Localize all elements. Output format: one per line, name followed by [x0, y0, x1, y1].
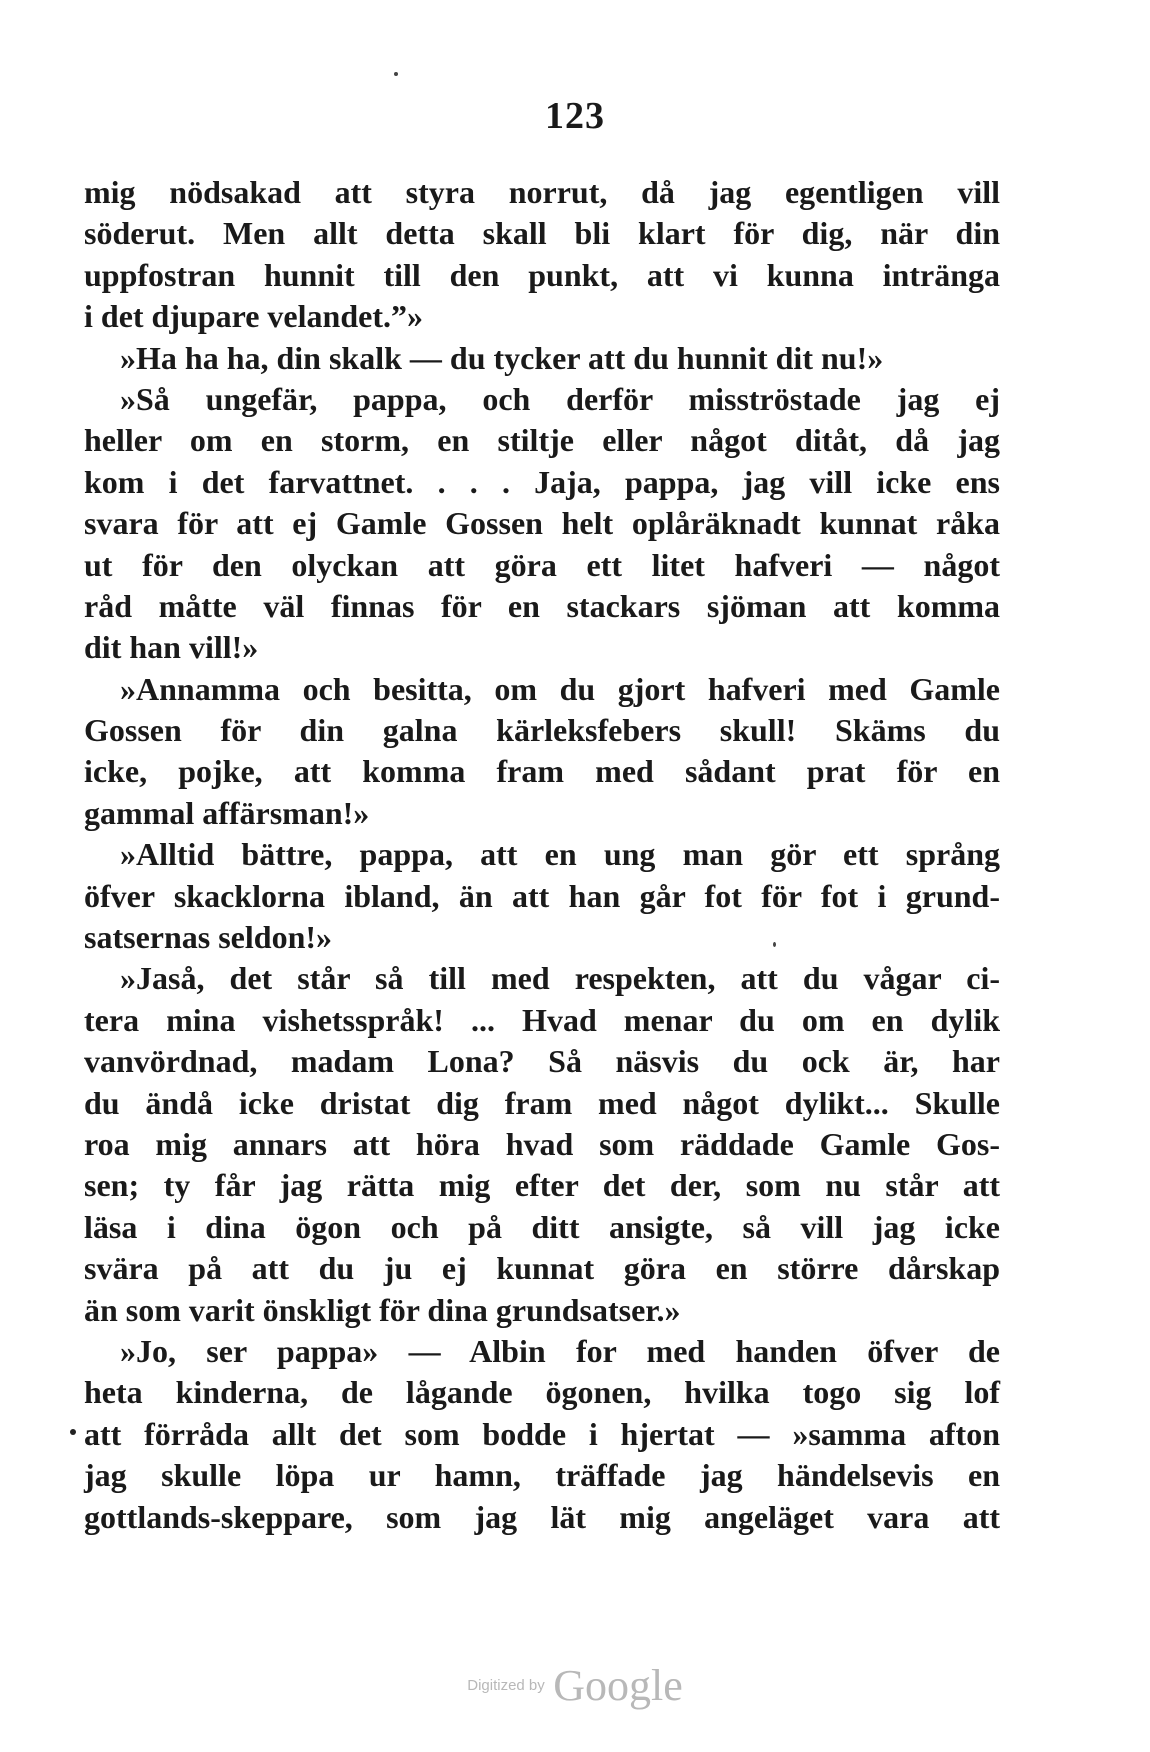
text-line: i det djupare velandet.”»: [84, 298, 423, 335]
text-line: ut för den olyckan att göra ett litet hafveri — något: [84, 546, 1000, 583]
text-line: svära på att du ju ej kunnat göra en större dårskap: [84, 1250, 1000, 1287]
text-line: än som varit önskligt för dina grundsatser.»: [84, 1291, 681, 1328]
text-line: dit han vill!»: [84, 629, 259, 666]
text-line: läsa i dina ögon och på ditt ansigte, så vill jag icke: [84, 1208, 1000, 1245]
text-line: mig nödsakad att styra norrut, då jag egentligen vill: [84, 174, 1000, 210]
page-number: 123: [545, 95, 605, 137]
body-text: [84, 172, 1000, 1538]
text-line: icke, pojke, att komma fram med sådant prat för en: [84, 753, 1000, 790]
print-speck: [773, 942, 776, 947]
text-line: svara för att ej Gamle Gossen helt oplåräknadt kunnat råka: [84, 505, 1000, 542]
text-line: »Jaså, det står så till med respekten, att du vågar ci-: [120, 960, 1000, 997]
digitized-watermark: [0, 1660, 1150, 1711]
text-line: »Så ungefär, pappa, och derför misströstade jag ej: [120, 380, 1000, 417]
margin-mark: [70, 1429, 76, 1435]
text-line: råd måtte väl finnas för en stackars sjöman att komma: [84, 587, 1000, 624]
text-line: öfver skacklorna ibland, än att han går fot för fot i grund-: [84, 877, 1000, 914]
text-line: jag skulle löpa ur hamn, träffade jag händelsevis en: [84, 1457, 1000, 1494]
text-line: heller om en storm, en stiltje eller något ditåt, då jag: [84, 422, 1000, 459]
text-line: gammal affärsman!»: [84, 794, 370, 831]
google-logo: Google: [553, 1661, 683, 1710]
text-line: heta kinderna, de lågande ögonen, hvilka togo sig lof: [84, 1374, 1000, 1411]
text-line: Gossen för din galna kärleksfebers skull! Skäms du: [84, 712, 1000, 749]
text-line: »Jo, ser pappa» — Albin for med handen öfver de: [120, 1332, 1000, 1369]
text-line: tera mina vishetsspråk! ... Hvad menar du om en dylik: [84, 1001, 1000, 1038]
digitized-label: Digitized by: [467, 1677, 545, 1694]
text-line: du ändå icke dristat dig fram med något dylikt... Skulle: [84, 1084, 1000, 1121]
text-line: satsernas seldon!»: [84, 919, 333, 956]
print-speck: [394, 72, 398, 76]
text-line: sen; ty får jag rätta mig efter det der, som nu står att: [84, 1167, 1000, 1204]
text-line: kom i det farvattnet. . . . Jaja, pappa, jag vill icke ens: [84, 463, 1000, 500]
text-line: »Annamma och besitta, om du gjort hafveri med Gamle: [120, 670, 1000, 707]
text-line: söderut. Men allt detta skall bli klart för dig, när din: [84, 215, 1000, 252]
text-line: »Alltid bättre, pappa, att en ung man gör ett språng: [120, 836, 1000, 873]
text-line: uppfostran hunnit till den punkt, att vi kunna intränga: [84, 256, 1000, 293]
text-line: att förråda allt det som bodde i hjertat — »samma afton: [84, 1415, 1000, 1452]
text-line: roa mig annars att höra hvad som räddade Gamle Gos-: [84, 1125, 1000, 1162]
text-line: gottlands-skeppare, som jag lät mig angeläget vara att: [84, 1498, 1000, 1535]
text-line: vanvördnad, madam Lona? Så näsvis du ock är, har: [84, 1043, 1000, 1080]
text-line: »Ha ha ha, din skalk — du tycker att du hunnit dit nu!»: [120, 339, 884, 376]
